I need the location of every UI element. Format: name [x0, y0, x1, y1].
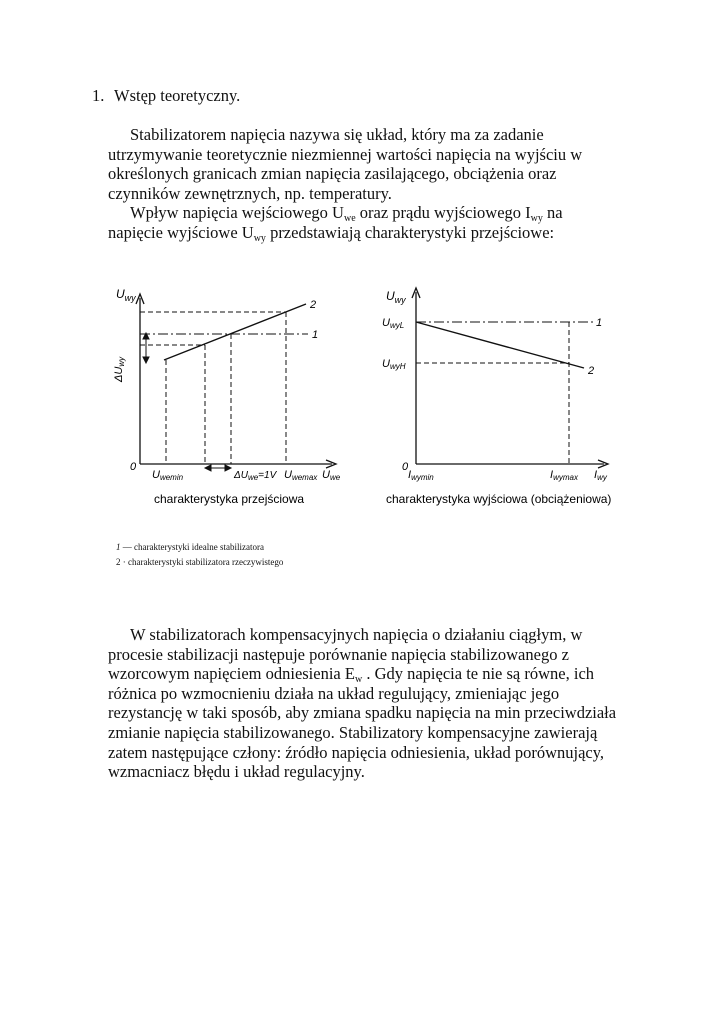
chart-title: charakterystyka przejściowa: [154, 492, 305, 506]
x-axis-label: Uwe: [322, 469, 341, 482]
y-axis-label: $U_{wy}$: [116, 287, 136, 303]
body-line: W stabilizatorach kompensacyjnych napięcia o działaniu ciągłym, w: [130, 625, 583, 644]
chart-legend: [116, 540, 283, 570]
body-line: procesie stabilizacji następuje porównanie napięcia stabilizowanego z: [108, 644, 569, 664]
section-heading: [92, 86, 240, 106]
y-tick-wyH: UwyH: [382, 358, 406, 371]
x-axis-label: Iwy: [594, 469, 607, 482]
section-number: 1.: [92, 86, 105, 105]
intro-line: napięcie wyjściowe $U_{wy}$ przedstawiają charakterystyki przejściowe:: [108, 222, 555, 244]
curve-2-label: 2: [588, 365, 595, 377]
chart-output-characteristic: [372, 278, 622, 518]
intro-line: Wpływ napięcia wejściowego $U_{we}$ oraz prądu wyjściowego $I_{wy}$ na: [130, 203, 563, 225]
intro-line: określonych granicach zmian napięcia zasilającego, obciążenia oraz: [108, 164, 557, 184]
chart-title: charakterystyka wyjściowa (obciążeniowa): [386, 492, 612, 506]
intro-line: utrzymywanie teoretycznie niezmiennej wartości napięcia na wyjściu w: [108, 144, 583, 164]
body-paragraph: [108, 625, 720, 782]
y-axis-label: $U_{wy}$: [386, 289, 406, 305]
intro-line: Stabilizatorem napięcia nazywa się układ, który ma za zadanie: [130, 125, 544, 144]
x-delta-label: $\Delta U_{we}=1V$: [234, 470, 277, 482]
legend-item: 2 · charakterystyki stabilizatora rzeczywistego: [116, 557, 284, 567]
x-tick-wymin: Iwymin: [408, 469, 434, 482]
body-line: wzmacniacz błędu i układ regulacyjny.: [108, 762, 365, 782]
body-line: wzorcowym napięciem odniesienia $E_w$ . Gdy napięcia te nie są równe, ich: [108, 664, 595, 686]
delta-wy-label: ΔUwy: [113, 356, 126, 382]
body-line: różnica po wzmocnieniu działa na układ regulujący, zmieniając jego: [108, 683, 560, 703]
body-line: zatem następujące człony: źródło napięcia odniesienia, układ porównujący,: [108, 742, 605, 762]
legend-item: 1 — charakterystyki idealne stabilizatora: [116, 542, 264, 552]
curve-2-real: [416, 322, 584, 368]
x-tick-wemin: Uwemin: [152, 469, 184, 482]
chart-transfer-characteristic: [100, 278, 350, 518]
body-line: rezystancję w taki sposób, aby zmiana spadku napięcia na min przeciwdziała: [108, 703, 617, 723]
section-title: Wstęp teoretyczny.: [114, 86, 241, 105]
origin-label: 0: [130, 461, 137, 473]
origin-label: 0: [402, 461, 409, 473]
y-tick-wyL: UwyL: [382, 317, 405, 330]
intro-paragraph: [108, 125, 708, 243]
curve-1-label: 1: [596, 317, 603, 329]
curve-2-label: 2: [310, 299, 317, 311]
x-tick-wemax: Uwemax: [284, 469, 318, 482]
body-line: zmianie napięcia stabilizowanego. Stabilizatory kompensacyjne zawierają: [108, 722, 598, 742]
curve-1-label: 1: [312, 329, 319, 341]
x-tick-wymax: Iwymax: [550, 469, 578, 482]
intro-line: czynników zewnętrznych, np. temperatury.: [108, 183, 392, 203]
